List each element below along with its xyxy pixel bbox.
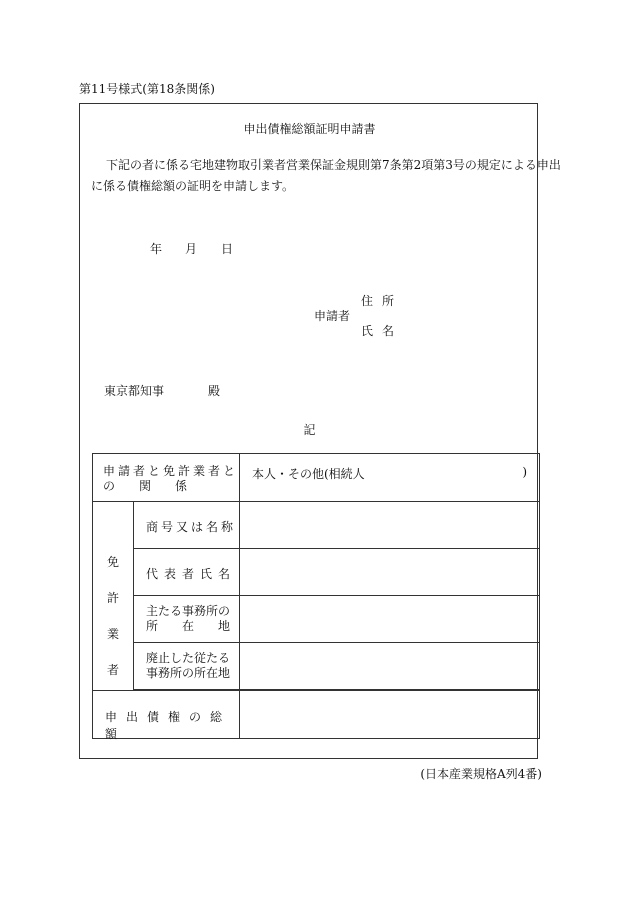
relation-label-cell xyxy=(92,453,240,502)
closed-branch-label-line-1: 廃止した従たる xyxy=(146,651,231,665)
form-number-label: 第11号様式(第18条関係) xyxy=(79,82,215,96)
applicant-label: 申請者 xyxy=(314,309,351,323)
date-day: 日 xyxy=(221,242,234,256)
relation-label-line-2: の 関 係 xyxy=(103,479,188,493)
relation-label-line-1: 申請者と免許業者と xyxy=(103,464,239,478)
representative-label: 代表者氏名 xyxy=(146,567,237,581)
total-label: 申出債権の総額 xyxy=(105,710,232,741)
relation-value-cell[interactable] xyxy=(239,453,540,502)
honorific: 殿 xyxy=(208,384,221,398)
closed-branch-label-cell xyxy=(133,642,240,690)
date-month: 月 xyxy=(185,242,198,256)
address-label: 住所 xyxy=(361,294,404,308)
addressee: 東京都知事 xyxy=(104,384,165,398)
licensee-label-char: 者 xyxy=(106,663,119,677)
main-office-label-line-2: 所 在 地 xyxy=(146,619,231,633)
document-title: 申出債権総額証明申請書 xyxy=(243,122,376,136)
representative-input-cell[interactable] xyxy=(239,548,540,596)
trade-name-input-cell[interactable] xyxy=(239,501,540,549)
closed-branch-input-cell[interactable] xyxy=(239,642,540,690)
relation-close-paren: ) xyxy=(522,465,527,479)
details-table xyxy=(92,453,540,739)
closed-branch-label xyxy=(146,651,230,681)
relation-value: 本人・その他(相続人 xyxy=(252,467,365,481)
main-office-label-line-1: 主たる事務所の xyxy=(146,604,231,618)
paper-size-note: (日本産業規格A列4番) xyxy=(420,767,542,781)
total-input-cell[interactable] xyxy=(239,690,540,739)
name-label: 氏名 xyxy=(361,324,404,338)
licensee-label-char: 免 xyxy=(106,555,119,569)
main-office-label-cell xyxy=(133,595,240,643)
licensee-label-char: 業 xyxy=(106,627,119,641)
date-year: 年 xyxy=(150,242,163,256)
body-text-line-2: に係る債権総額の証明を申請します。 xyxy=(91,179,295,193)
main-office-label xyxy=(146,604,230,634)
licensee-label-cell xyxy=(92,501,134,691)
closed-branch-label-line-2: 事務所の所在地 xyxy=(146,666,231,680)
representative-label-cell xyxy=(133,548,240,596)
main-office-input-cell[interactable] xyxy=(239,595,540,643)
licensee-label xyxy=(93,544,133,688)
ki-heading: 記 xyxy=(303,423,316,437)
trade-name-label: 商号又は名称 xyxy=(146,520,237,534)
licensee-label-char: 許 xyxy=(106,591,119,605)
total-label-cell xyxy=(92,690,240,739)
body-text-line-1: 下記の者に係る宅地建物取引業者営業保証金規則第7条第2項第3号の規定による申出 xyxy=(106,158,561,172)
trade-name-label-cell xyxy=(133,501,240,549)
form-frame xyxy=(79,103,561,759)
